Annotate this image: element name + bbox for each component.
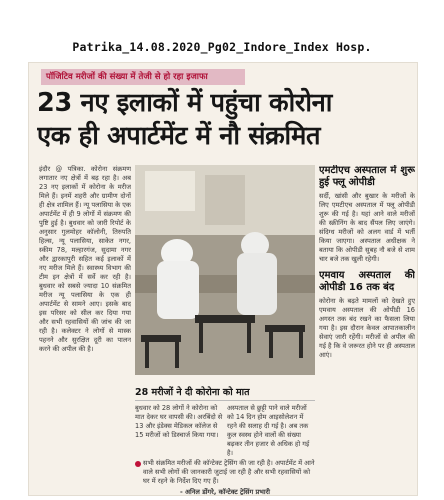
- headline-line-1: 23 नए इलाकों में पहुंचा कोरोना: [37, 88, 333, 118]
- ward-photo-image: [135, 165, 315, 375]
- right-column: [319, 165, 415, 495]
- newspaper-clipping: [28, 62, 418, 496]
- bullet-dot-icon: [135, 461, 141, 467]
- box-column-2: अस्पताल से छुट्टी पाने वाले मरीजों को 14 दिन होम आइसोलेशन में रहने की सलाह दी गई है। अब तक कुल स्वस्थ होने वालों की संख्या बढ़कर तीन हजार से अधिक हो गई है।: [227, 404, 310, 457]
- right-heading-1: एमटीएच अस्पताल में शुरू हुई फ्लू ओपीडी: [319, 165, 415, 188]
- page-caption: Patrika_14.08.2020_Pg02_Indore_Index Hosp.: [72, 40, 372, 54]
- footnote-text: सभी संक्रमित मरीजों की कॉन्टेक्ट ट्रेसिंग की जा रही है। अपार्टमेंट में आने वाले सभी लोगों की जानकारी जुटाई जा रही है और सभी रहवासियों को घर में रहने के निर्देश दिए गए हैं।: [143, 459, 315, 485]
- box-title: 28 मरीजों ने दी कोरोना को मात: [135, 385, 315, 401]
- right-text-1: सर्दी, खांसी और बुखार के मरीजों के लिए एमटीएच अस्पताल में फ्लू ओपीडी शुरू की गई है। यहां आने वाले मरीजों की स्क्रीनिंग के बाद सैंपल लिए जाएंगे। संदिग्ध मरीजों को अलग वार्ड में भर्ती किया जाएगा। अस्पताल अधीक्षक ने बताया कि ओपीडी सुबह नौ बजे से शाम चार बजे तक खुली रहेगी।: [319, 192, 415, 263]
- footnote-block: [135, 459, 315, 496]
- headline-line-2: एक ही अपार्टमेंट में नौ संक्रमित: [37, 121, 321, 151]
- right-text-2: कोरोना के बढ़ते मामलों को देखते हुए एमवाय अस्पताल की ओपीडी 16 अगस्त तक बंद रखने का फैसला लिया गया है। इस दौरान केवल आपातकालीन सेवाएं जारी रहेंगी। मरीजों से अपील की गई है कि वे जरूरत होने पर ही अस्पताल आएं।: [319, 297, 415, 359]
- headline: [37, 87, 411, 153]
- box-column-1: बुधवार को 28 लोगों ने कोरोना को मात देकर घर वापसी की। अरबिंदो से 13 और इंडेक्स मेडिकल कॉलेज से 15 मरीजों को डिस्चार्ज किया गया।: [135, 404, 223, 439]
- kicker-strap: पॉजिटिव मरीजों की संख्या में तेजी से हो रहा इजाफा: [41, 69, 245, 85]
- signature: - अनिल डोंगरे, कॉन्टेक्ट ट्रेसिंग प्रभारी: [179, 488, 271, 496]
- right-heading-2: एमवाय अस्पताल की ओपीडी 16 तक बंद: [319, 270, 415, 293]
- left-column-text: इंदौर @ पत्रिका. कोरोना संक्रमण लगातार नए क्षेत्रों में बढ़ रहा है। अब 23 नए इलाकों में कोरोना के मरीज मिले हैं। इनमें शहरी और ग्रामीण दोनों ही क्षेत्र शामिल हैं। न्यू पलासिया के एक अपार्टमेंट में ही 9 लोगों में संक्रमण की पुष्टि हुई है। बुधवार को जारी रिपोर्ट के अनुसार गुलमोहर कॉलोनी, तिरुपति हिल्स, न्यू पलासिया, साकेत नगर, स्कीम 78, मल्हारगंज, सुदामा नगर और द्वारकापुरी सहित कई इलाकों में नए मरीज मिले हैं। स्वास्थ्य विभाग की टीम इन क्षेत्रों में सर्वे कर रही है। बुधवार को सबसे ज्यादा 10 संक्रमित मरीज न्यू पलासिया के एक ही अपार्टमेंट से सामने आए। इसके बाद इस परिसर को सील कर दिया गया और सभी रहवासियों की जांच की जा रही है। कलेक्टर ने लोगों से मास्क पहनने और सुरक्षित दूरी का पालन करने की अपील की है।: [39, 165, 131, 353]
- ward-photo: [135, 165, 315, 375]
